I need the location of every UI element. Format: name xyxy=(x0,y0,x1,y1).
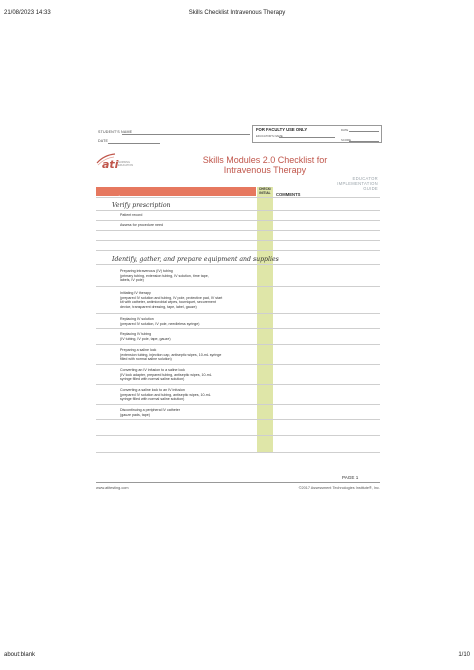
row-divider xyxy=(96,419,380,420)
footer-copyright: ©2017 Assessment Technologies Institute®, Inc. xyxy=(298,486,380,490)
list-item: Converting an IV infusion to a saline lock (IV lock adapter, prepared tubing, antiseptic wipes, 10-mL syringe filled with normal saline solution) xyxy=(120,368,212,382)
check-initial-header xyxy=(257,187,273,195)
section-label: General xyxy=(100,196,120,202)
check-header-line1: CHECK/ xyxy=(258,187,272,191)
score-label: SCORE xyxy=(341,138,351,142)
section-header-bar xyxy=(96,187,256,202)
page-title-line1: Skills Modules 2.0 Checklist for xyxy=(202,155,328,165)
page-title xyxy=(190,155,340,175)
list-item: Preparing a saline lock (extension tubing, injection cap, antiseptic wipes, 10-mL syringe filled with normal saline solution) xyxy=(120,348,222,362)
list-item: Preparing intravenous (IV) tubing (primary tubing, extension tubing, IV solution, time tape, labels, IV pole) xyxy=(120,269,209,283)
educator-guide-label xyxy=(320,176,378,191)
row-divider xyxy=(96,384,380,385)
list-item: Replacing IV solution (prepared IV solution, IV pole, needleless syringe) xyxy=(120,317,200,326)
row-divider xyxy=(96,210,380,211)
ati-tagline-2: EDUCATION xyxy=(118,164,134,167)
ati-brand: ati xyxy=(102,158,119,171)
row-divider xyxy=(96,230,380,231)
row-divider xyxy=(96,364,380,365)
table-header-divider xyxy=(96,197,380,198)
list-item: Assess for procedure need xyxy=(120,223,163,227)
check-initial-column[interactable] xyxy=(257,187,273,452)
educator-name-field[interactable] xyxy=(279,137,335,138)
row-divider xyxy=(96,313,380,314)
footer-website: www.atitesting.com xyxy=(96,486,129,490)
list-item: Replacing IV tubing (IV tubing, IV pole, tape, gauze) xyxy=(120,332,171,341)
check-header-line2: INITIAL xyxy=(259,191,271,195)
row-divider xyxy=(96,328,380,329)
row-divider xyxy=(96,264,380,265)
row-divider xyxy=(96,250,380,251)
row-divider xyxy=(96,404,380,405)
row-divider xyxy=(96,452,380,453)
faculty-title: FOR FACULTY USE ONLY xyxy=(256,127,308,132)
page-title-line2: Intravenous Therapy xyxy=(223,165,307,175)
faculty-date-label: DATE xyxy=(341,128,349,132)
educator-guide-line2: IMPLEMENTATION xyxy=(337,181,378,186)
educator-name-label: EDUCATOR'S NAME xyxy=(256,134,283,138)
row-divider xyxy=(96,435,380,436)
print-page-count: 1/10 xyxy=(458,652,470,658)
list-item: Converting a saline lock to an IV infusion (prepared IV solution and tubing, antiseptic wipes, 10-mL syringe filled with normal saline solution) xyxy=(120,388,211,402)
footer-divider xyxy=(96,482,380,483)
ati-logo xyxy=(96,153,146,173)
faculty-box xyxy=(252,125,382,143)
educator-guide-line1: EDUCATOR xyxy=(352,176,378,181)
score-field[interactable] xyxy=(349,141,379,142)
comments-header: COMMENTS xyxy=(276,192,301,197)
verify-heading: Verify prescription xyxy=(112,202,171,209)
faculty-date-field[interactable] xyxy=(349,131,379,132)
list-item: Initiating IV therapy (prepared IV solution and tubing, IV pole, protective pad, IV start kit with catheter, antimicrobial wipes, tourniquet, securement device, transparent dressing, tape, label, gauze) xyxy=(120,291,223,309)
ati-tagline-1: NURSING xyxy=(118,161,130,164)
identify-heading: Identify, gather, and prepare equipment and supplies xyxy=(112,256,279,263)
row-divider xyxy=(96,286,380,287)
print-datetime: 21/08/2023 14:33 xyxy=(4,10,51,16)
row-divider xyxy=(96,240,380,241)
list-item: Patient record xyxy=(120,213,143,217)
date-label: DATE xyxy=(98,139,109,143)
print-url: about:blank xyxy=(4,652,36,658)
row-divider xyxy=(96,344,380,345)
student-name-label: STUDENT'S NAME xyxy=(98,130,133,134)
print-tab-title: Skills Checklist Intravenous Therapy xyxy=(188,10,286,16)
list-item: Discontinuing a peripheral IV catheter (gauze pads, tape) xyxy=(120,408,180,417)
student-name-field[interactable] xyxy=(122,134,250,135)
educator-guide-line3: GUIDE xyxy=(363,186,378,191)
row-divider xyxy=(96,220,380,221)
page-number: PAGE 1 xyxy=(342,475,359,480)
date-field[interactable] xyxy=(108,143,160,144)
checklist-page xyxy=(90,117,384,495)
